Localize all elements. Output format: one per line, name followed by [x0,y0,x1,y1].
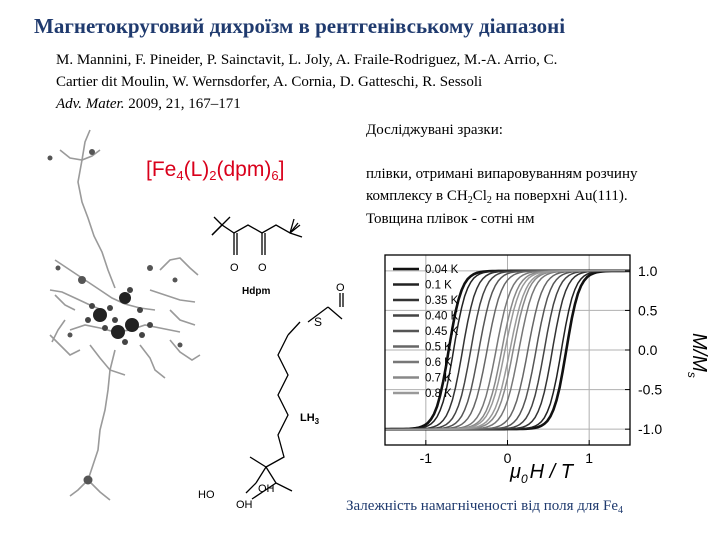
chart-legend [393,264,459,400]
samples-heading: Досліджувані зразки: [366,122,503,138]
x-axis-label [509,461,575,486]
hysteresis-chart [360,245,710,486]
x-tick-label-2: 1 [585,450,594,466]
hydroxyl-label-2: OH [236,499,253,511]
legend-label-7: 0.7 K [425,372,452,385]
reference-authors-line1: M. Mannini, F. Pineider, P. Sainctavit, L. Joly, A. Fraile-Rodriguez, M.-A. Arrio, C. [56,52,558,68]
y-label-main: M/M [688,333,710,372]
y-tick-label-0: 1.0 [638,262,658,279]
caption-text: Залежність намагніченості від поля для Fe [346,498,618,514]
legend-label-2: 0.35 K [425,295,459,307]
journal-details: 2009, 21, 167–171 [124,96,241,112]
lh3-label [300,412,320,426]
samples-line2-pre: комплексу в CH [366,188,468,204]
ligand-structures [190,195,365,515]
x-label-mu: μ [510,461,521,483]
legend-label-0: 0.04 K [425,264,459,276]
samples-line1: плівки, отримані випаровуванням розчину [366,166,638,182]
legend-label-8: 0.8 K [425,388,452,400]
chart-grid [385,255,630,445]
y-tick-label-2: 0.0 [638,342,658,358]
legend-label-6: 0.6 K [425,357,452,369]
y-axis-label [685,333,710,378]
hydroxyl-label-1: HO [198,489,215,501]
x-label-sub: 0 [520,472,528,486]
y-tick-label-1: 0.5 [638,302,658,319]
formula-sub2: 2 [209,168,217,183]
x-tick-label-1: 0 [503,450,512,466]
hydroxyl-label-3: OH [258,483,275,495]
thioacetate-oxygen: O [336,282,345,294]
samples-line2-sub2: 2 [486,195,492,206]
caption-sub: 4 [618,505,623,516]
hdpm-label: Hdpm [242,286,271,297]
samples-line2 [366,188,628,205]
journal-name: Adv. Mater. [56,96,125,112]
lh3-main: LH [300,412,315,424]
hdpm-oxygen-1: O [230,262,239,274]
x-label-main: H / T [529,461,573,483]
molecule-3d-structure [30,120,210,520]
y-tick-label-3: -0.5 [638,381,663,398]
samples-line3: Товщина плівок - сотні нм [366,211,535,227]
formula-part4: ] [278,158,285,181]
sulfur-label: S [314,315,323,329]
formula-part1: [Fe [146,158,177,181]
reference-authors-line2: Cartier dit Moulin, W. Wernsdorfer, A. Cornia, D. Gatteschi, R. Sessoli [56,74,483,90]
samples-line2-mid: Cl [472,188,487,204]
formula-sub3: 6 [271,168,279,183]
samples-line2-post: на поверхні Au(111). [491,188,628,204]
legend-label-5: 0.5 K [425,341,452,354]
reference-journal [56,96,241,113]
formula-part2: (L) [183,158,210,181]
legend-label-4: 0.45 K [425,326,459,338]
legend-label-3: 0.40 K [425,310,459,323]
formula-part3: (dpm) [216,158,272,181]
samples-line2-sub1: 2 [467,195,473,206]
y-tick-label-4: -1.0 [638,421,663,438]
slide-title: Магнетокруговий дихроїзм в рентгенівському діапазоні [34,14,566,38]
legend-label-1: 0.1 K [425,279,452,292]
formula-sub1: 4 [176,168,184,183]
figure-caption [346,498,623,515]
hdpm-oxygen-2: O [258,262,267,274]
x-tick-label-0: -1 [419,450,433,466]
y-label-sub: s [685,371,699,378]
lh3-sub: 3 [314,417,320,426]
